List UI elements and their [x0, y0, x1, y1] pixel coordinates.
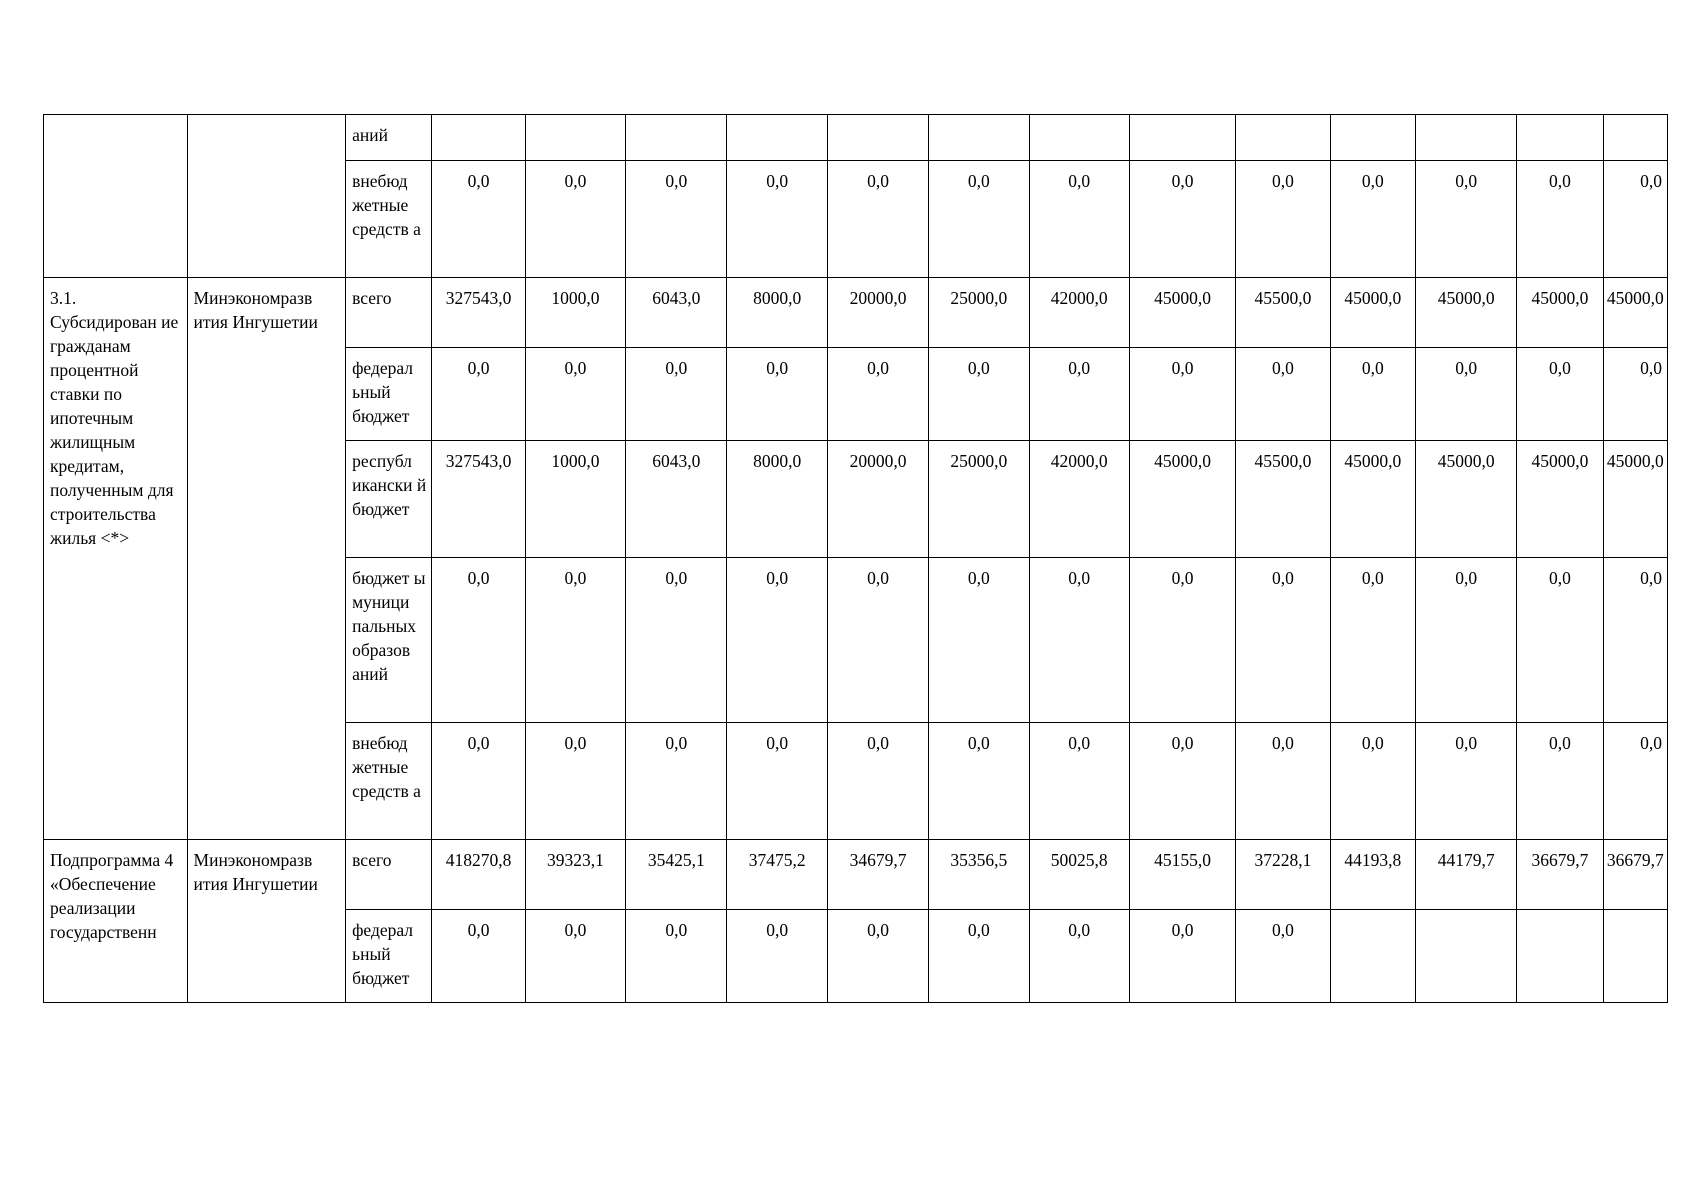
value-cell: 45000,0	[1330, 278, 1415, 348]
budget-table	[43, 114, 1668, 1003]
value-cell: 0,0	[929, 558, 1029, 723]
value-cell: 0,0	[727, 910, 827, 1003]
executor-cell: Минэкономразв ития Ингушетии	[187, 840, 346, 1003]
value-cell: 45000,0	[1330, 441, 1415, 558]
value-cell: 0,0	[727, 348, 827, 441]
value-cell: 0,0	[1517, 558, 1603, 723]
value-cell	[626, 115, 727, 161]
funding-source-cell: всего	[346, 840, 432, 910]
value-cell: 0,0	[1029, 348, 1129, 441]
value-cell: 0,0	[1330, 348, 1415, 441]
value-cell: 0,0	[1129, 558, 1235, 723]
value-cell: 0,0	[1029, 723, 1129, 840]
funding-source-cell: аний	[346, 115, 432, 161]
value-cell	[1330, 910, 1415, 1003]
value-cell: 45000,0	[1517, 278, 1603, 348]
value-cell: 0,0	[432, 910, 525, 1003]
funding-source-cell: республ икански й бюджет	[346, 441, 432, 558]
value-cell: 0,0	[929, 161, 1029, 278]
value-cell: 0,0	[432, 558, 525, 723]
value-cell: 0,0	[525, 558, 625, 723]
value-cell: 0,0	[1415, 723, 1516, 840]
funding-source-cell: федерал ьный бюджет	[346, 910, 432, 1003]
value-cell: 0,0	[432, 161, 525, 278]
value-cell: 0,0	[525, 161, 625, 278]
value-cell	[1517, 910, 1603, 1003]
value-cell: 0,0	[827, 558, 928, 723]
value-cell: 42000,0	[1029, 278, 1129, 348]
value-cell: 0,0	[727, 161, 827, 278]
value-cell: 0,0	[626, 723, 727, 840]
value-cell: 0,0	[1236, 723, 1330, 840]
executor-cell	[187, 115, 346, 278]
program-name-cell: 3.1. Субсидирован ие гражданам процентной ставки по ипотечным жилищным кредитам, полученным для строительства жилья <*>	[44, 278, 188, 840]
value-cell	[525, 115, 625, 161]
value-cell	[1603, 115, 1667, 161]
value-cell: 36679,7	[1603, 840, 1667, 910]
funding-source-cell: федерал ьный бюджет	[346, 348, 432, 441]
value-cell: 0,0	[827, 161, 928, 278]
value-cell: 0,0	[626, 910, 727, 1003]
value-cell: 45000,0	[1603, 441, 1667, 558]
value-cell: 20000,0	[827, 441, 928, 558]
value-cell: 37475,2	[727, 840, 827, 910]
funding-source-cell: бюджет ы муници пальных образов аний	[346, 558, 432, 723]
value-cell: 0,0	[1603, 723, 1667, 840]
value-cell: 0,0	[1517, 348, 1603, 441]
value-cell: 0,0	[929, 723, 1029, 840]
value-cell: 35356,5	[929, 840, 1029, 910]
value-cell: 8000,0	[727, 441, 827, 558]
table-row	[44, 278, 1668, 348]
value-cell: 0,0	[1330, 558, 1415, 723]
value-cell: 0,0	[432, 723, 525, 840]
value-cell: 327543,0	[432, 278, 525, 348]
value-cell: 36679,7	[1517, 840, 1603, 910]
value-cell	[1603, 910, 1667, 1003]
value-cell: 25000,0	[929, 278, 1029, 348]
executor-cell: Минэкономразв ития Ингушетии	[187, 278, 346, 840]
program-name-cell: Подпрограмма 4 «Обеспечение реализации государственн	[44, 840, 188, 1003]
value-cell: 0,0	[1236, 161, 1330, 278]
value-cell	[1129, 115, 1235, 161]
funding-source-cell: всего	[346, 278, 432, 348]
value-cell: 6043,0	[626, 278, 727, 348]
value-cell: 8000,0	[727, 278, 827, 348]
value-cell: 6043,0	[626, 441, 727, 558]
value-cell	[1415, 115, 1516, 161]
value-cell: 418270,8	[432, 840, 525, 910]
value-cell: 45155,0	[1129, 840, 1235, 910]
value-cell: 0,0	[1029, 161, 1129, 278]
value-cell: 39323,1	[525, 840, 625, 910]
value-cell: 34679,7	[827, 840, 928, 910]
value-cell: 45000,0	[1129, 278, 1235, 348]
value-cell: 45000,0	[1415, 441, 1516, 558]
value-cell: 35425,1	[626, 840, 727, 910]
value-cell: 0,0	[1603, 161, 1667, 278]
value-cell: 0,0	[525, 723, 625, 840]
value-cell: 0,0	[929, 348, 1029, 441]
value-cell: 0,0	[1129, 348, 1235, 441]
value-cell: 45000,0	[1129, 441, 1235, 558]
value-cell: 0,0	[929, 910, 1029, 1003]
value-cell	[432, 115, 525, 161]
value-cell: 0,0	[626, 348, 727, 441]
table-row	[44, 840, 1668, 910]
value-cell: 44193,8	[1330, 840, 1415, 910]
value-cell	[1517, 115, 1603, 161]
value-cell: 1000,0	[525, 278, 625, 348]
value-cell: 0,0	[432, 348, 525, 441]
value-cell	[929, 115, 1029, 161]
table-row	[44, 115, 1668, 161]
value-cell	[1415, 910, 1516, 1003]
value-cell: 0,0	[626, 558, 727, 723]
table-body	[44, 115, 1668, 1003]
value-cell: 50025,8	[1029, 840, 1129, 910]
value-cell: 37228,1	[1236, 840, 1330, 910]
value-cell: 327543,0	[432, 441, 525, 558]
value-cell: 45000,0	[1415, 278, 1516, 348]
value-cell	[1029, 115, 1129, 161]
value-cell: 0,0	[1129, 723, 1235, 840]
funding-source-cell: внебюд жетные средств а	[346, 723, 432, 840]
value-cell: 0,0	[1603, 348, 1667, 441]
value-cell: 0,0	[1236, 558, 1330, 723]
value-cell: 0,0	[727, 723, 827, 840]
value-cell: 45000,0	[1603, 278, 1667, 348]
value-cell: 0,0	[1330, 161, 1415, 278]
value-cell: 0,0	[1330, 723, 1415, 840]
value-cell	[1236, 115, 1330, 161]
value-cell: 0,0	[1129, 161, 1235, 278]
value-cell: 0,0	[1415, 161, 1516, 278]
value-cell: 0,0	[525, 910, 625, 1003]
value-cell: 0,0	[827, 910, 928, 1003]
value-cell: 0,0	[1129, 910, 1235, 1003]
value-cell: 0,0	[1517, 723, 1603, 840]
value-cell	[1330, 115, 1415, 161]
value-cell: 1000,0	[525, 441, 625, 558]
value-cell: 0,0	[727, 558, 827, 723]
value-cell: 45500,0	[1236, 441, 1330, 558]
value-cell	[827, 115, 928, 161]
value-cell: 0,0	[1029, 910, 1129, 1003]
value-cell: 42000,0	[1029, 441, 1129, 558]
value-cell: 20000,0	[827, 278, 928, 348]
value-cell: 0,0	[1415, 348, 1516, 441]
value-cell: 0,0	[626, 161, 727, 278]
value-cell: 0,0	[1415, 558, 1516, 723]
value-cell: 0,0	[1603, 558, 1667, 723]
program-name-cell	[44, 115, 188, 278]
value-cell: 0,0	[1029, 558, 1129, 723]
value-cell: 44179,7	[1415, 840, 1516, 910]
funding-source-cell: внебюд жетные средств а	[346, 161, 432, 278]
value-cell: 0,0	[827, 723, 928, 840]
value-cell: 0,0	[1236, 348, 1330, 441]
value-cell: 0,0	[1236, 910, 1330, 1003]
value-cell: 45500,0	[1236, 278, 1330, 348]
value-cell: 0,0	[1517, 161, 1603, 278]
value-cell: 0,0	[827, 348, 928, 441]
value-cell: 0,0	[525, 348, 625, 441]
value-cell: 25000,0	[929, 441, 1029, 558]
value-cell: 45000,0	[1517, 441, 1603, 558]
value-cell	[727, 115, 827, 161]
